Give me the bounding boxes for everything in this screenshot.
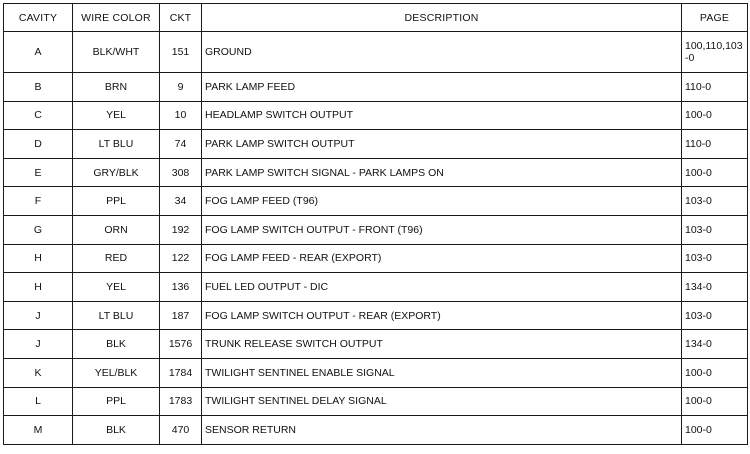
- cavity-cell: M: [4, 416, 73, 445]
- wire-color-cell: LT BLU: [73, 301, 160, 330]
- wire-color-cell: BLK/WHT: [73, 32, 160, 73]
- cavity-cell: B: [4, 73, 73, 102]
- table-row: [4, 215, 748, 244]
- header-row: [4, 4, 748, 32]
- table-row: [4, 158, 748, 187]
- ckt-cell: 136: [160, 273, 202, 302]
- table-row: [4, 32, 748, 73]
- header-cavity: CAVITY: [4, 4, 73, 32]
- wire-color-cell: YEL: [73, 273, 160, 302]
- wire-color-cell: RED: [73, 244, 160, 273]
- ckt-cell: 1784: [160, 358, 202, 387]
- page-cell: 103-0: [682, 215, 748, 244]
- wire-color-cell: PPL: [73, 187, 160, 216]
- header-wire-color: WIRE COLOR: [73, 4, 160, 32]
- page-cell: 100-0: [682, 358, 748, 387]
- table-row: [4, 73, 748, 102]
- cavity-cell: G: [4, 215, 73, 244]
- wire-color-cell: BRN: [73, 73, 160, 102]
- description-cell: TRUNK RELEASE SWITCH OUTPUT: [202, 330, 682, 359]
- cavity-cell: J: [4, 330, 73, 359]
- description-cell: FOG LAMP FEED - REAR (EXPORT): [202, 244, 682, 273]
- wire-color-cell: GRY/BLK: [73, 158, 160, 187]
- header-description: DESCRIPTION: [202, 4, 682, 32]
- page-cell: 103-0: [682, 301, 748, 330]
- description-cell: GROUND: [202, 32, 682, 73]
- wire-color-cell: PPL: [73, 387, 160, 416]
- page-cell: 100-0: [682, 387, 748, 416]
- header-ckt: CKT: [160, 4, 202, 32]
- page-cell: 134-0: [682, 273, 748, 302]
- wire-color-cell: BLK: [73, 416, 160, 445]
- table-header: [4, 4, 748, 32]
- wire-color-cell: BLK: [73, 330, 160, 359]
- table-row: [4, 273, 748, 302]
- description-cell: HEADLAMP SWITCH OUTPUT: [202, 101, 682, 130]
- cavity-cell: D: [4, 130, 73, 159]
- ckt-cell: 122: [160, 244, 202, 273]
- ckt-cell: 10: [160, 101, 202, 130]
- cavity-cell: A: [4, 32, 73, 73]
- page-cell: 100-0: [682, 101, 748, 130]
- ckt-cell: 470: [160, 416, 202, 445]
- description-cell: PARK LAMP SWITCH SIGNAL - PARK LAMPS ON: [202, 158, 682, 187]
- table-row: [4, 416, 748, 445]
- page-cell: 110-0: [682, 130, 748, 159]
- ckt-cell: 308: [160, 158, 202, 187]
- page-cell: 100,110,103-0: [682, 32, 748, 73]
- page-cell: 134-0: [682, 330, 748, 359]
- description-cell: FUEL LED OUTPUT - DIC: [202, 273, 682, 302]
- cavity-cell: J: [4, 301, 73, 330]
- ckt-cell: 187: [160, 301, 202, 330]
- cavity-cell: F: [4, 187, 73, 216]
- page-cell: 100-0: [682, 416, 748, 445]
- description-cell: PARK LAMP SWITCH OUTPUT: [202, 130, 682, 159]
- table-row: [4, 301, 748, 330]
- description-cell: SENSOR RETURN: [202, 416, 682, 445]
- table-row: [4, 101, 748, 130]
- cavity-cell: H: [4, 273, 73, 302]
- description-cell: FOG LAMP FEED (T96): [202, 187, 682, 216]
- page-cell: 100-0: [682, 158, 748, 187]
- page-cell: 103-0: [682, 244, 748, 273]
- table-row: [4, 330, 748, 359]
- description-cell: FOG LAMP SWITCH OUTPUT - REAR (EXPORT): [202, 301, 682, 330]
- table-row: [4, 244, 748, 273]
- description-cell: PARK LAMP FEED: [202, 73, 682, 102]
- ckt-cell: 34: [160, 187, 202, 216]
- page-cell: 110-0: [682, 73, 748, 102]
- description-cell: TWILIGHT SENTINEL ENABLE SIGNAL: [202, 358, 682, 387]
- wire-color-cell: YEL/BLK: [73, 358, 160, 387]
- description-cell: TWILIGHT SENTINEL DELAY SIGNAL: [202, 387, 682, 416]
- table-row: [4, 387, 748, 416]
- description-cell: FOG LAMP SWITCH OUTPUT - FRONT (T96): [202, 215, 682, 244]
- table-row: [4, 358, 748, 387]
- cavity-cell: K: [4, 358, 73, 387]
- table-row: [4, 130, 748, 159]
- connector-pinout-table: [3, 3, 748, 445]
- ckt-cell: 1783: [160, 387, 202, 416]
- cavity-cell: L: [4, 387, 73, 416]
- table-row: [4, 187, 748, 216]
- cavity-cell: H: [4, 244, 73, 273]
- ckt-cell: 9: [160, 73, 202, 102]
- wire-color-cell: ORN: [73, 215, 160, 244]
- ckt-cell: 74: [160, 130, 202, 159]
- wire-color-cell: YEL: [73, 101, 160, 130]
- cavity-cell: C: [4, 101, 73, 130]
- ckt-cell: 151: [160, 32, 202, 73]
- ckt-cell: 192: [160, 215, 202, 244]
- ckt-cell: 1576: [160, 330, 202, 359]
- header-page: PAGE: [682, 4, 748, 32]
- page-cell: 103-0: [682, 187, 748, 216]
- table-body: [4, 32, 748, 445]
- wire-color-cell: LT BLU: [73, 130, 160, 159]
- connector-pinout-sheet: [3, 3, 747, 451]
- cavity-cell: E: [4, 158, 73, 187]
